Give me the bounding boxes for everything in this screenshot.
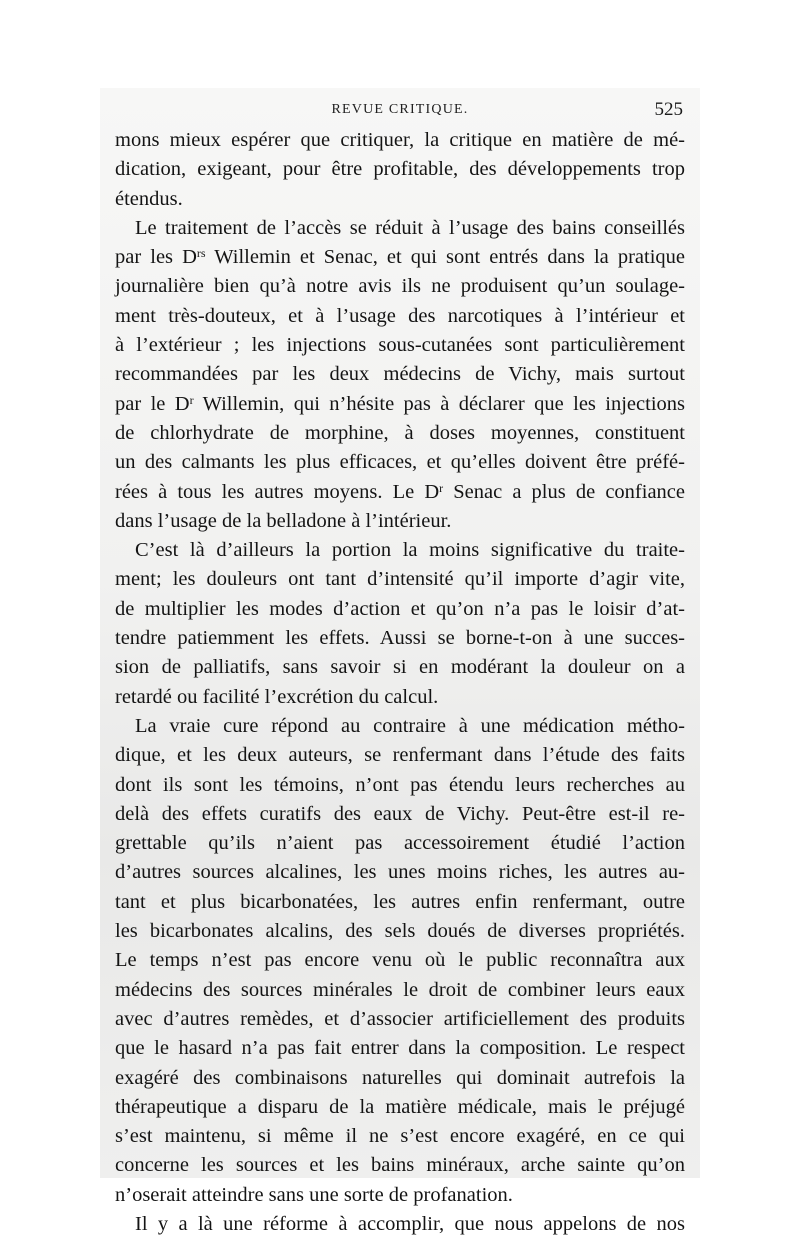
text-fragment: par le D — [115, 392, 190, 415]
text-line: journalière bien qu’à notre avis ils ne produisent qu’un soulage- — [115, 275, 685, 298]
text-line: s’est maintenu, si même il ne s’est encore exagéré, en ce qui — [115, 1125, 685, 1148]
text-line: dont ils sont les témoins, n’ont pas étendu leurs recherches au — [115, 773, 685, 796]
text-line: Il y a là une réforme à accomplir, que nous appelons de nos — [135, 1212, 685, 1235]
text-line: tendre patiemment les effets. Aussi se borne-t-on à une succes- — [115, 627, 685, 650]
text-line: delà des effets curatifs des eaux de Vichy. Peut-être est-il re- — [115, 802, 685, 825]
text-line: recommandées par les deux médecins de Vichy, mais surtout — [115, 363, 685, 386]
superscript: r — [439, 480, 444, 495]
text-line: n’oserait atteindre sans une sorte de profanation. — [115, 1183, 513, 1206]
text-line: concerne les sources et les bains minéraux, arche sainte qu’on — [115, 1154, 685, 1177]
text-line: mons mieux espérer que critiquer, la critique en matière de mé- — [115, 129, 685, 151]
text-line: un des calmants les plus efficaces, et qu’elles doivent être préfé- — [115, 451, 685, 474]
text-line: thérapeutique a disparu de la matière médicale, mais le préjugé — [115, 1095, 685, 1118]
text-line — [115, 478, 685, 507]
text-fragment: par les D — [115, 246, 197, 269]
page-header — [115, 100, 685, 124]
text-line: La vraie cure répond au contraire à une médication métho- — [135, 714, 685, 737]
superscript: rs — [196, 246, 206, 261]
text-line: étendus. — [115, 187, 183, 210]
text-line: grettable qu’ils n’aient pas accessoirement étudié l’action — [115, 832, 685, 855]
text-line: ment très-douteux, et à l’usage des narcotiques à l’intérieur et — [115, 304, 685, 327]
page-number: 525 — [654, 99, 683, 120]
text-line: d’autres sources alcalines, les unes moins riches, les autres au- — [115, 861, 685, 884]
text-line: exagéré des combinaisons naturelles qui dominait autrefois la — [115, 1066, 685, 1089]
text-fragment: rées à tous les autres moyens. Le D — [115, 480, 440, 503]
running-head: REVUE CRITIQUE. — [331, 102, 469, 117]
text-line: que le hasard n’a pas fait entrer dans la composition. Le respect — [115, 1037, 685, 1060]
text-line — [115, 243, 685, 272]
text-line: tant et plus bicarbonatées, les autres enfin renfermant, outre — [115, 890, 685, 913]
text-line: C’est là d’ailleurs la portion la moins significative du traite- — [135, 539, 685, 562]
text-line: sion de palliatifs, sans savoir si en modérant la douleur on a — [115, 656, 685, 679]
text-fragment: Senac a plus de confiance — [443, 480, 685, 503]
text-line: ment; les douleurs ont tant d’intensité qu’il importe d’agir vite, — [115, 568, 685, 591]
text-fragment: Willemin et Senac, et qui sont entrés dans la pratique — [205, 246, 685, 269]
body-text — [115, 126, 685, 1239]
text-line: à l’extérieur ; les injections sous-cutanées sont particulièrement — [115, 334, 685, 357]
text-line: dication, exigeant, pour être profitable, des développements trop — [115, 158, 685, 181]
superscript: r — [189, 392, 194, 407]
text-line: de chlorhydrate de morphine, à doses moyennes, constituent — [115, 421, 685, 444]
text-line: avec d’autres remèdes, et d’associer artificiellement des produits — [115, 1007, 685, 1030]
text-line: Le temps n’est pas encore venu où le public reconnaîtra aux — [115, 949, 685, 972]
text-line: dique, et les deux auteurs, se renfermant dans l’étude des faits — [115, 744, 685, 767]
text-line: dans l’usage de la belladone à l’intérieur. — [115, 509, 452, 532]
text-line: retardé ou facilité l’excrétion du calcul. — [115, 685, 439, 708]
text-line: les bicarbonates alcalins, des sels doués de diverses propriétés. — [115, 920, 685, 943]
text-line — [115, 390, 685, 419]
text-line: de multiplier les modes d’action et qu’on n’a pas le loisir d’at- — [115, 597, 685, 620]
text-fragment: Willemin, qui n’hésite pas à déclarer que les injections — [193, 392, 685, 415]
text-line: Le traitement de l’accès se réduit à l’usage des bains conseillés — [135, 216, 685, 239]
text-line: médecins des sources minérales le droit de combiner leurs eaux — [115, 978, 685, 1001]
